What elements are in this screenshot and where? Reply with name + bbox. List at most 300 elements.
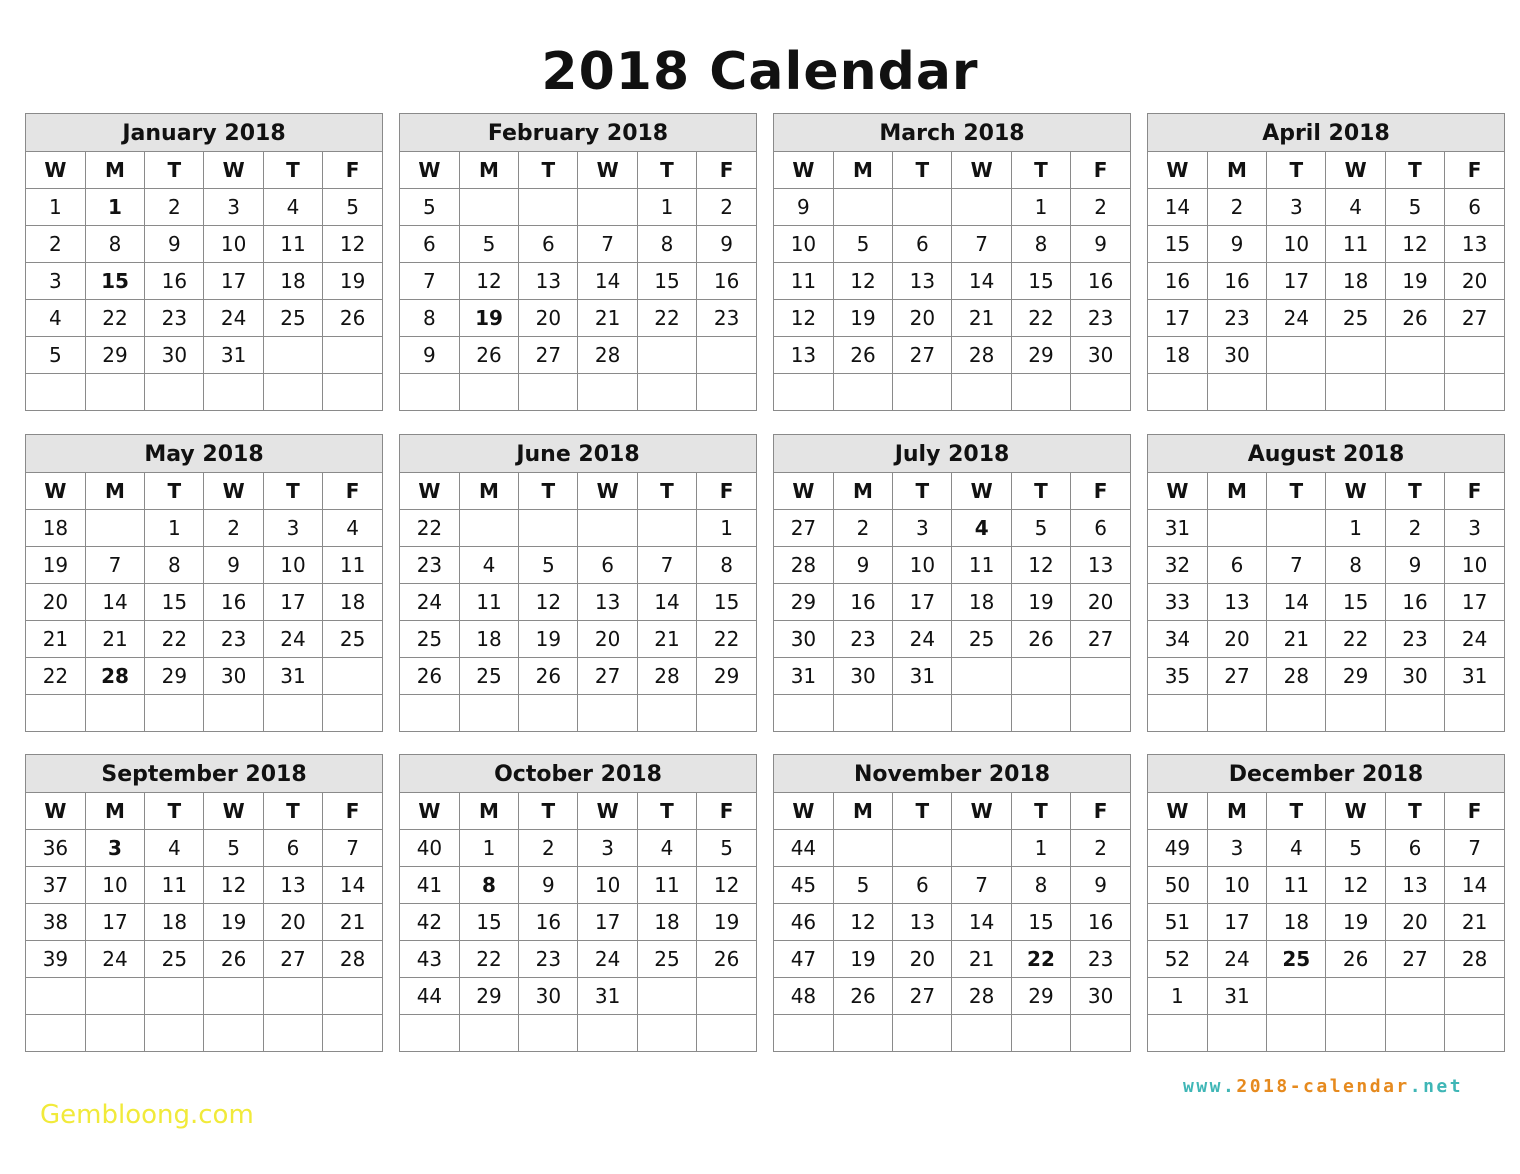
week-number: 12 bbox=[774, 300, 833, 337]
day-cell: 12 bbox=[459, 263, 518, 300]
week-row bbox=[400, 374, 756, 411]
day-cell: 12 bbox=[833, 263, 892, 300]
day-cell bbox=[1326, 1015, 1385, 1052]
weekday-header: W bbox=[204, 473, 263, 510]
week-row bbox=[400, 941, 756, 978]
day-cell: 17 bbox=[1445, 584, 1504, 621]
weekday-header: W bbox=[204, 152, 263, 189]
week-row bbox=[26, 263, 382, 300]
day-cell: 17 bbox=[1207, 904, 1266, 941]
day-cell: 26 bbox=[204, 941, 263, 978]
week-number: 46 bbox=[774, 904, 833, 941]
day-cell: 24 bbox=[578, 941, 637, 978]
day-cell: 24 bbox=[263, 621, 322, 658]
weekday-header: T bbox=[1385, 793, 1444, 830]
day-cell: 4 bbox=[637, 830, 696, 867]
week-number-header: W bbox=[774, 793, 833, 830]
month-title: January 2018 bbox=[26, 114, 382, 152]
week-row bbox=[400, 904, 756, 941]
day-cell: 2 bbox=[697, 189, 756, 226]
week-row bbox=[26, 337, 382, 374]
day-cell: 19 bbox=[1011, 584, 1070, 621]
day-cell bbox=[263, 1015, 322, 1052]
weekday-header-row bbox=[774, 793, 1130, 830]
week-row bbox=[774, 263, 1130, 300]
day-cell bbox=[1267, 978, 1326, 1015]
day-cell bbox=[893, 189, 952, 226]
day-cell: 15 bbox=[697, 584, 756, 621]
week-number: 43 bbox=[400, 941, 459, 978]
day-cell: 4 bbox=[459, 547, 518, 584]
week-number bbox=[400, 695, 459, 732]
week-row bbox=[26, 189, 382, 226]
month-days-table bbox=[1148, 793, 1504, 1051]
day-cell: 21 bbox=[85, 621, 144, 658]
week-number-header: W bbox=[26, 793, 85, 830]
day-cell: 15 bbox=[637, 263, 696, 300]
week-number bbox=[400, 1015, 459, 1052]
week-row bbox=[400, 226, 756, 263]
month-block bbox=[773, 113, 1131, 411]
day-cell bbox=[459, 1015, 518, 1052]
day-cell: 30 bbox=[1071, 978, 1130, 1015]
weekday-header: T bbox=[519, 152, 578, 189]
week-number: 26 bbox=[400, 658, 459, 695]
day-cell: 3 bbox=[263, 510, 322, 547]
weekday-header: W bbox=[952, 793, 1011, 830]
day-cell: 19 bbox=[519, 621, 578, 658]
week-row bbox=[1148, 658, 1504, 695]
day-cell: 18 bbox=[459, 621, 518, 658]
weekday-header-row bbox=[400, 473, 756, 510]
week-number: 33 bbox=[1148, 584, 1207, 621]
week-row bbox=[774, 547, 1130, 584]
day-cell: 5 bbox=[697, 830, 756, 867]
weekday-header: T bbox=[1267, 152, 1326, 189]
day-cell: 9 bbox=[145, 226, 204, 263]
month-days-table bbox=[1148, 152, 1504, 410]
day-cell: 2 bbox=[1071, 830, 1130, 867]
day-cell bbox=[1326, 695, 1385, 732]
weekday-header-row bbox=[774, 473, 1130, 510]
week-number: 1 bbox=[1148, 978, 1207, 1015]
week-number: 28 bbox=[774, 547, 833, 584]
week-number-header: W bbox=[26, 473, 85, 510]
day-cell: 6 bbox=[1445, 189, 1504, 226]
day-cell: 25 bbox=[263, 300, 322, 337]
day-cell bbox=[1267, 510, 1326, 547]
day-cell: 6 bbox=[893, 867, 952, 904]
day-cell: 5 bbox=[833, 226, 892, 263]
week-number bbox=[400, 374, 459, 411]
day-cell: 14 bbox=[85, 584, 144, 621]
day-cell: 26 bbox=[697, 941, 756, 978]
day-cell: 9 bbox=[1207, 226, 1266, 263]
week-number: 30 bbox=[774, 621, 833, 658]
week-number-header: W bbox=[774, 152, 833, 189]
week-number: 34 bbox=[1148, 621, 1207, 658]
day-cell bbox=[459, 695, 518, 732]
day-cell: 30 bbox=[519, 978, 578, 1015]
day-cell: 7 bbox=[1445, 830, 1504, 867]
day-cell: 29 bbox=[85, 337, 144, 374]
day-cell: 2 bbox=[833, 510, 892, 547]
week-row bbox=[1148, 263, 1504, 300]
month-block bbox=[1147, 113, 1505, 411]
day-cell bbox=[204, 374, 263, 411]
day-cell: 31 bbox=[1445, 658, 1504, 695]
week-row bbox=[1148, 695, 1504, 732]
day-cell: 28 bbox=[1445, 941, 1504, 978]
week-number: 17 bbox=[1148, 300, 1207, 337]
weekday-header: M bbox=[833, 473, 892, 510]
day-cell: 22 bbox=[459, 941, 518, 978]
week-number: 40 bbox=[400, 830, 459, 867]
day-cell: 21 bbox=[952, 300, 1011, 337]
weekday-header: T bbox=[263, 473, 322, 510]
day-cell: 13 bbox=[263, 867, 322, 904]
day-cell bbox=[263, 695, 322, 732]
day-cell bbox=[1071, 1015, 1130, 1052]
week-number: 49 bbox=[1148, 830, 1207, 867]
day-cell: 28 bbox=[323, 941, 382, 978]
day-cell bbox=[519, 189, 578, 226]
weekday-header: T bbox=[1385, 152, 1444, 189]
day-cell: 8 bbox=[1326, 547, 1385, 584]
week-number: 18 bbox=[1148, 337, 1207, 374]
weekday-header: F bbox=[1445, 793, 1504, 830]
day-cell: 23 bbox=[145, 300, 204, 337]
week-number: 7 bbox=[400, 263, 459, 300]
day-cell: 29 bbox=[1326, 658, 1385, 695]
day-cell: 19 bbox=[697, 904, 756, 941]
day-cell: 21 bbox=[1267, 621, 1326, 658]
weekday-header: M bbox=[833, 793, 892, 830]
week-number: 21 bbox=[26, 621, 85, 658]
week-number-header: W bbox=[26, 152, 85, 189]
website-suffix: .net bbox=[1409, 1076, 1464, 1097]
day-cell: 15 bbox=[1011, 263, 1070, 300]
day-cell: 20 bbox=[519, 300, 578, 337]
day-cell: 20 bbox=[1207, 621, 1266, 658]
day-cell: 19 bbox=[323, 263, 382, 300]
day-cell: 27 bbox=[263, 941, 322, 978]
week-number bbox=[1148, 1015, 1207, 1052]
website-url[interactable] bbox=[1183, 1076, 1463, 1097]
day-cell: 9 bbox=[1071, 867, 1130, 904]
day-cell: 7 bbox=[1267, 547, 1326, 584]
day-cell: 21 bbox=[323, 904, 382, 941]
day-cell: 22 bbox=[85, 300, 144, 337]
week-row bbox=[400, 978, 756, 1015]
day-cell: 6 bbox=[263, 830, 322, 867]
day-cell: 24 bbox=[1267, 300, 1326, 337]
week-row bbox=[400, 189, 756, 226]
day-cell: 12 bbox=[323, 226, 382, 263]
day-cell bbox=[204, 1015, 263, 1052]
day-cell: 29 bbox=[1011, 978, 1070, 1015]
day-cell: 23 bbox=[1071, 300, 1130, 337]
week-row bbox=[774, 941, 1130, 978]
day-cell bbox=[578, 510, 637, 547]
week-row bbox=[1148, 226, 1504, 263]
month-days-table bbox=[774, 793, 1130, 1051]
day-cell: 14 bbox=[578, 263, 637, 300]
day-cell bbox=[1445, 337, 1504, 374]
week-row bbox=[400, 547, 756, 584]
day-cell bbox=[1207, 1015, 1266, 1052]
month-block bbox=[25, 113, 383, 411]
day-cell: 8 bbox=[1011, 226, 1070, 263]
day-cell bbox=[697, 1015, 756, 1052]
day-cell: 10 bbox=[85, 867, 144, 904]
weekday-header: F bbox=[697, 152, 756, 189]
day-cell: 3 bbox=[1445, 510, 1504, 547]
day-cell: 2 bbox=[1385, 510, 1444, 547]
day-cell: 7 bbox=[578, 226, 637, 263]
day-cell: 17 bbox=[263, 584, 322, 621]
weekday-header: T bbox=[893, 152, 952, 189]
holiday-date: 19 bbox=[459, 300, 518, 337]
weekday-header-row bbox=[26, 152, 382, 189]
week-row bbox=[26, 374, 382, 411]
weekday-header: F bbox=[1071, 473, 1130, 510]
day-cell bbox=[952, 830, 1011, 867]
week-number bbox=[26, 374, 85, 411]
week-number bbox=[26, 1015, 85, 1052]
weekday-header: W bbox=[578, 152, 637, 189]
day-cell bbox=[893, 374, 952, 411]
day-cell bbox=[1326, 337, 1385, 374]
day-cell: 27 bbox=[578, 658, 637, 695]
week-row bbox=[774, 695, 1130, 732]
day-cell bbox=[952, 189, 1011, 226]
day-cell bbox=[1011, 1015, 1070, 1052]
day-cell: 7 bbox=[85, 547, 144, 584]
week-number: 44 bbox=[774, 830, 833, 867]
day-cell: 23 bbox=[833, 621, 892, 658]
week-row bbox=[1148, 941, 1504, 978]
day-cell: 22 bbox=[1011, 300, 1070, 337]
week-number bbox=[774, 695, 833, 732]
day-cell: 16 bbox=[519, 904, 578, 941]
week-number-header: W bbox=[400, 793, 459, 830]
day-cell bbox=[637, 337, 696, 374]
day-cell: 5 bbox=[1326, 830, 1385, 867]
day-cell: 15 bbox=[145, 584, 204, 621]
week-number bbox=[774, 1015, 833, 1052]
month-title: May 2018 bbox=[26, 435, 382, 473]
week-number: 22 bbox=[26, 658, 85, 695]
day-cell bbox=[697, 374, 756, 411]
week-row bbox=[1148, 584, 1504, 621]
weekday-header: W bbox=[578, 473, 637, 510]
weekday-header: W bbox=[578, 793, 637, 830]
month-days-table bbox=[400, 473, 756, 731]
day-cell: 27 bbox=[1445, 300, 1504, 337]
day-cell: 26 bbox=[833, 978, 892, 1015]
day-cell bbox=[952, 1015, 1011, 1052]
week-number: 2 bbox=[26, 226, 85, 263]
day-cell: 13 bbox=[1445, 226, 1504, 263]
day-cell: 27 bbox=[1071, 621, 1130, 658]
day-cell bbox=[697, 337, 756, 374]
weekday-header-row bbox=[400, 152, 756, 189]
month-block bbox=[399, 113, 757, 411]
day-cell: 10 bbox=[1445, 547, 1504, 584]
day-cell bbox=[952, 374, 1011, 411]
day-cell: 30 bbox=[204, 658, 263, 695]
weekday-header: M bbox=[833, 152, 892, 189]
weekday-header: W bbox=[1326, 793, 1385, 830]
day-cell: 19 bbox=[1326, 904, 1385, 941]
day-cell: 1 bbox=[1011, 830, 1070, 867]
month-block bbox=[25, 754, 383, 1052]
week-number: 5 bbox=[400, 189, 459, 226]
week-number-header: W bbox=[400, 473, 459, 510]
week-number: 44 bbox=[400, 978, 459, 1015]
day-cell bbox=[1071, 374, 1130, 411]
week-row bbox=[774, 374, 1130, 411]
day-cell: 11 bbox=[459, 584, 518, 621]
day-cell: 2 bbox=[1071, 189, 1130, 226]
week-row bbox=[26, 547, 382, 584]
day-cell bbox=[204, 978, 263, 1015]
day-cell: 21 bbox=[637, 621, 696, 658]
day-cell: 3 bbox=[578, 830, 637, 867]
month-title: February 2018 bbox=[400, 114, 756, 152]
day-cell: 8 bbox=[637, 226, 696, 263]
day-cell bbox=[1385, 978, 1444, 1015]
day-cell: 16 bbox=[1385, 584, 1444, 621]
month-days-table bbox=[26, 793, 382, 1051]
day-cell: 1 bbox=[1326, 510, 1385, 547]
week-row bbox=[774, 904, 1130, 941]
day-cell bbox=[145, 374, 204, 411]
day-cell: 30 bbox=[145, 337, 204, 374]
month-block bbox=[773, 754, 1131, 1052]
weekday-header: M bbox=[85, 152, 144, 189]
week-number: 51 bbox=[1148, 904, 1207, 941]
day-cell: 20 bbox=[578, 621, 637, 658]
month-block bbox=[1147, 434, 1505, 732]
day-cell: 28 bbox=[952, 337, 1011, 374]
month-days-table bbox=[400, 793, 756, 1051]
day-cell: 19 bbox=[1385, 263, 1444, 300]
day-cell: 15 bbox=[1011, 904, 1070, 941]
day-cell bbox=[637, 374, 696, 411]
day-cell: 21 bbox=[952, 941, 1011, 978]
day-cell: 29 bbox=[697, 658, 756, 695]
month-title: June 2018 bbox=[400, 435, 756, 473]
week-number bbox=[26, 978, 85, 1015]
day-cell: 25 bbox=[952, 621, 1011, 658]
day-cell: 22 bbox=[637, 300, 696, 337]
weekday-header: F bbox=[323, 793, 382, 830]
day-cell: 17 bbox=[85, 904, 144, 941]
week-number: 20 bbox=[26, 584, 85, 621]
week-number: 48 bbox=[774, 978, 833, 1015]
day-cell: 12 bbox=[519, 584, 578, 621]
day-cell: 26 bbox=[1326, 941, 1385, 978]
day-cell bbox=[833, 830, 892, 867]
holiday-date: 22 bbox=[1011, 941, 1070, 978]
day-cell: 17 bbox=[578, 904, 637, 941]
month-title: April 2018 bbox=[1148, 114, 1504, 152]
week-row bbox=[400, 263, 756, 300]
day-cell bbox=[637, 695, 696, 732]
week-number: 52 bbox=[1148, 941, 1207, 978]
day-cell: 20 bbox=[1071, 584, 1130, 621]
website-middle: 2018-calendar bbox=[1236, 1076, 1410, 1097]
holiday-date: 15 bbox=[85, 263, 144, 300]
week-number: 31 bbox=[1148, 510, 1207, 547]
month-block bbox=[399, 434, 757, 732]
week-row bbox=[774, 300, 1130, 337]
day-cell: 27 bbox=[1385, 941, 1444, 978]
weekday-header: T bbox=[1267, 793, 1326, 830]
week-number bbox=[1148, 374, 1207, 411]
day-cell: 9 bbox=[204, 547, 263, 584]
day-cell: 1 bbox=[637, 189, 696, 226]
week-number: 50 bbox=[1148, 867, 1207, 904]
day-cell: 31 bbox=[578, 978, 637, 1015]
day-cell: 5 bbox=[1011, 510, 1070, 547]
weekday-header: T bbox=[145, 793, 204, 830]
holiday-date: 1 bbox=[85, 189, 144, 226]
weekday-header: F bbox=[697, 793, 756, 830]
weekday-header: F bbox=[1071, 152, 1130, 189]
day-cell: 9 bbox=[697, 226, 756, 263]
day-cell: 4 bbox=[323, 510, 382, 547]
day-cell: 24 bbox=[893, 621, 952, 658]
week-number: 23 bbox=[400, 547, 459, 584]
week-row bbox=[26, 695, 382, 732]
day-cell: 12 bbox=[1326, 867, 1385, 904]
day-cell: 23 bbox=[204, 621, 263, 658]
week-number: 15 bbox=[1148, 226, 1207, 263]
week-number: 1 bbox=[26, 189, 85, 226]
week-number: 10 bbox=[774, 226, 833, 263]
day-cell: 25 bbox=[323, 621, 382, 658]
day-cell bbox=[833, 189, 892, 226]
week-number: 6 bbox=[400, 226, 459, 263]
day-cell bbox=[637, 1015, 696, 1052]
day-cell bbox=[519, 695, 578, 732]
month-days-table bbox=[774, 152, 1130, 410]
day-cell: 28 bbox=[952, 978, 1011, 1015]
day-cell: 30 bbox=[1071, 337, 1130, 374]
day-cell: 3 bbox=[893, 510, 952, 547]
weekday-header: T bbox=[519, 473, 578, 510]
day-cell bbox=[1071, 658, 1130, 695]
day-cell: 26 bbox=[1385, 300, 1444, 337]
day-cell: 6 bbox=[893, 226, 952, 263]
day-cell bbox=[1326, 978, 1385, 1015]
day-cell: 18 bbox=[263, 263, 322, 300]
day-cell: 12 bbox=[697, 867, 756, 904]
week-number: 35 bbox=[1148, 658, 1207, 695]
day-cell: 2 bbox=[519, 830, 578, 867]
website-prefix: www. bbox=[1183, 1076, 1237, 1097]
weekday-header: M bbox=[459, 473, 518, 510]
day-cell: 31 bbox=[263, 658, 322, 695]
day-cell: 15 bbox=[459, 904, 518, 941]
day-cell: 7 bbox=[952, 226, 1011, 263]
day-cell: 7 bbox=[637, 547, 696, 584]
weekday-header-row bbox=[774, 152, 1130, 189]
weekday-header: T bbox=[637, 793, 696, 830]
